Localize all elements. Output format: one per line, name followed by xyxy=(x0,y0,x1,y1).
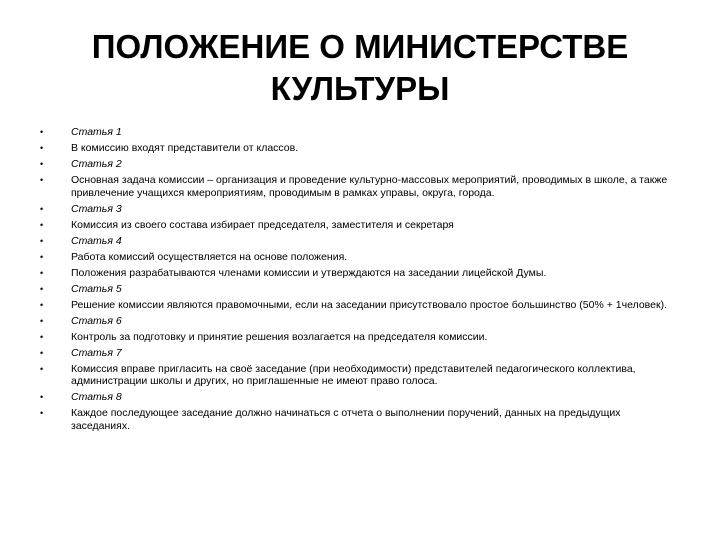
list-item-text: Положения разрабатываются членами комиссии и утверждаются на заседании лицейской Думы. xyxy=(71,266,547,279)
list-item xyxy=(40,174,680,199)
bullet-icon: • xyxy=(40,392,44,402)
list-item-text: Статья 4 xyxy=(71,234,122,247)
list-item-text: Каждое последующее заседание должно начинаться с отчета о выполнении поручений, данных на предыдущих заседаниях. xyxy=(71,407,621,432)
bullet-icon: • xyxy=(40,299,44,310)
bullet-icon: • xyxy=(40,203,44,214)
list-item-text: Статья 1 xyxy=(71,126,122,138)
article-heading xyxy=(40,315,680,328)
list-item-text: Работа комиссий осуществляется на основе положения. xyxy=(71,250,348,263)
bullet-icon: • xyxy=(40,363,44,374)
bullet-icon: • xyxy=(40,159,44,169)
list-item-text: Статья 3 xyxy=(71,202,122,215)
article-heading xyxy=(40,283,680,296)
list-item xyxy=(40,331,680,344)
list-item xyxy=(40,142,680,155)
bullet-icon: • xyxy=(40,143,44,153)
article-heading xyxy=(40,235,680,248)
article-heading xyxy=(40,347,680,360)
article-heading xyxy=(40,391,680,404)
bullet-icon: • xyxy=(40,219,44,230)
bullet-icon: • xyxy=(40,127,44,137)
bullet-icon: • xyxy=(40,408,44,418)
bullet-icon: • xyxy=(40,267,44,278)
bullet-list xyxy=(40,126,680,436)
list-item xyxy=(40,267,680,280)
list-item-text: Статья 2 xyxy=(71,158,122,170)
list-item xyxy=(40,407,680,432)
title-line-2: КУЛЬТУРЫ xyxy=(270,70,450,107)
article-heading xyxy=(40,126,680,139)
list-item-text: Статья 7 xyxy=(71,346,122,359)
list-item-text: Статья 6 xyxy=(71,314,122,327)
bullet-icon: • xyxy=(40,175,44,185)
list-item-text: Комиссия из своего состава избирает председателя, заместителя и секретаря xyxy=(71,218,454,231)
bullet-icon: • xyxy=(40,315,44,326)
bullet-icon: • xyxy=(40,235,44,246)
list-item-text: В комиссию входят представители от классов. xyxy=(71,142,299,154)
list-item xyxy=(40,299,680,312)
bullet-icon: • xyxy=(40,283,44,294)
list-item-text: Контроль за подготовку и принятие решения возлагается на председателя комиссии. xyxy=(71,330,488,343)
page-title xyxy=(60,26,660,110)
title-line-1: ПОЛОЖЕНИЕ О МИНИСТЕРСТВЕ xyxy=(91,28,629,65)
list-item xyxy=(40,219,680,232)
bullet-icon: • xyxy=(40,331,44,342)
list-item-text: Статья 8 xyxy=(71,391,122,403)
article-heading xyxy=(40,203,680,216)
bullet-icon: • xyxy=(40,347,44,358)
bullet-icon: • xyxy=(40,251,44,262)
list-item-text: Комиссия вправе пригласить на своё заседание (при необходимости) представителей педагогического коллектива, администрации школы и других, но приглашенные не имеют право голоса. xyxy=(71,362,636,387)
list-item xyxy=(40,251,680,264)
list-item-text: Решение комиссии являются правомочными, если на заседании присутствовало простое большинство (50% + 1человек). xyxy=(71,298,667,311)
list-item xyxy=(40,363,680,388)
article-heading xyxy=(40,158,680,171)
list-item-text: Основная задача комиссии – организация и проведение культурно-массовых мероприятий, проводимых в школе, а также привлечение учащихся кмероприятиям, проводимым в рамках управы, округа, города. xyxy=(71,174,668,199)
list-item-text: Статья 5 xyxy=(71,282,122,295)
